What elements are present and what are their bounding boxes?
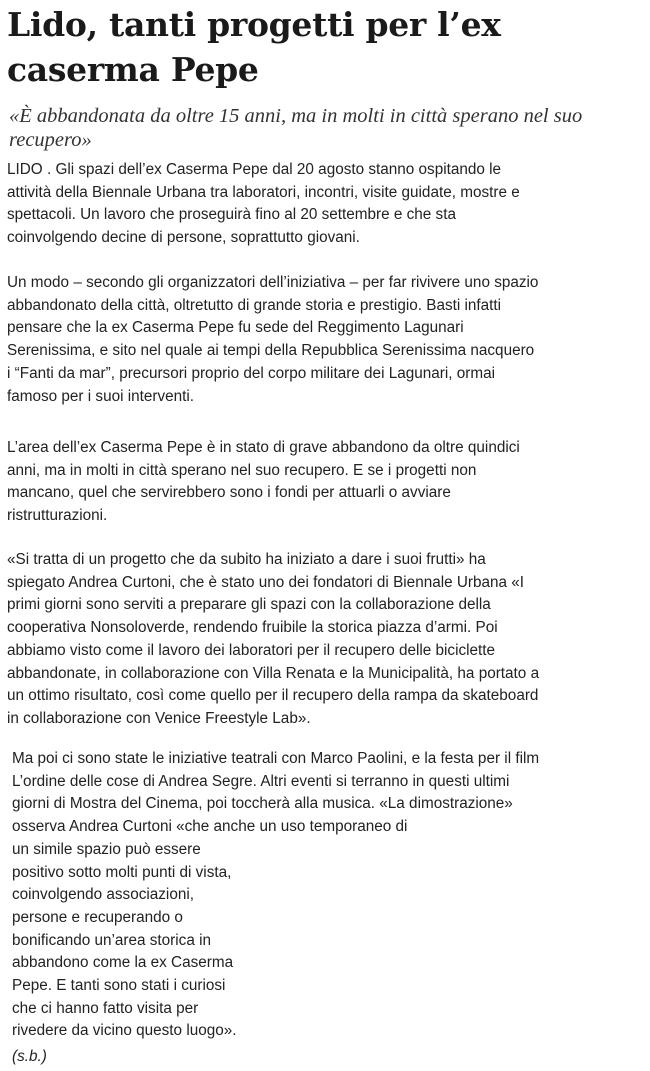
author-signature: (s.b.) — [12, 1048, 47, 1065]
text-line: pensare che la ex Caserma Pepe fu sede del Reggimento Lagunari — [7, 319, 464, 337]
text-line: Pepe. E tanti sono stati i curiosi — [12, 977, 226, 995]
text-line: i “Fanti da mar”, precursori proprio del corpo militare dei Lagunari, ormai — [7, 364, 495, 382]
text-line: coinvolgendo decine di persone, soprattutto giovani. — [7, 229, 360, 247]
text-line: Serenissima, e sito nel quale ai tempi della Repubblica Serenissima nacquero — [7, 342, 535, 360]
text-line: bonificando un’area storica in — [12, 931, 211, 949]
text-line: osserva Andrea Curtoni «che anche un uso temporaneo di — [12, 818, 408, 836]
text-line: LIDO . Gli spazi dell’ex Caserma Pepe dal 20 agosto stanno ospitando le — [7, 161, 502, 178]
text-line: anni, ma in molti in città sperano nel suo recupero. E se i progetti non — [7, 461, 477, 479]
text-line: cooperativa Nonsoloverde, rendendo fruibile la storica piazza d’armi. Poi — [7, 619, 498, 637]
article-subtitle — [9, 104, 639, 152]
paragraph-intro — [7, 159, 639, 250]
text-line: Ma poi ci sono state le iniziative teatrali con Marco Paolini, e la festa per il film — [12, 750, 540, 767]
text-line: un ottimo risultato, così come quello per il recupero della rampa da skateboard — [7, 687, 539, 705]
text-line: che ci hanno fatto visita per — [12, 999, 199, 1017]
paragraph-quote — [7, 549, 639, 731]
text-line: abbandonato della città, oltretutto di grande storia e prestigio. Basti infatti — [7, 296, 502, 314]
text-line: positivo sotto molti punti di vista, — [12, 863, 232, 881]
text-line: «Si tratta di un progetto che da subito ha iniziato a dare i suoi frutti» ha — [7, 551, 486, 568]
title-line: Lido, tanti progetti per l’ex — [7, 5, 501, 44]
text-line: spettacoli. Un lavoro che proseguirà fino al 20 settembre e che sta — [7, 206, 456, 224]
text-line: L’area dell’ex Caserma Pepe è in stato di grave abbandono da oltre quindici — [7, 439, 520, 456]
subtitle-line: recupero» — [9, 129, 92, 151]
text-line: rivedere da vicino questo luogo». — [12, 1022, 237, 1040]
text-line: abbiamo visto come il lavoro dei laboratori per il recupero delle biciclette — [7, 641, 496, 659]
text-line: abbandono come la ex Caserma — [12, 954, 234, 972]
text-line: spiegato Andrea Curtoni, che è stato uno dei fondatori di Biennale Urbana «I — [7, 573, 525, 591]
text-line: persone e recuperando o — [12, 908, 183, 926]
text-line: primi giorni sono serviti a preparare gli spazi con la collaborazione della — [7, 596, 491, 614]
title-line: caserma Pepe — [7, 50, 259, 89]
text-line: Un modo – secondo gli organizzatori dell’iniziativa – per far rivivere uno spazio — [7, 274, 539, 291]
paragraph-history — [7, 272, 639, 408]
paragraph-abandonment — [7, 437, 639, 528]
text-line: giorni di Mostra del Cinema, poi toccherà alla musica. «La dimostrazione» — [12, 795, 513, 813]
text-line: famoso per i suoi interventi. — [7, 387, 195, 405]
text-line: ristrutturazioni. — [7, 507, 108, 525]
text-line: abbandonate, in collaborazione con Villa Renata e la Municipalità, ha portato a — [7, 664, 540, 682]
text-line: L’ordine delle cose di Andrea Segre. Altri eventi si terranno in questi ultimi — [12, 772, 510, 790]
article-title — [7, 2, 637, 92]
paragraph-events — [12, 748, 644, 1043]
text-line: mancano, quel che servirebbero sono i fondi per attuarli o avviare — [7, 484, 451, 502]
subtitle-line: «È abbandonata da oltre 15 anni, ma in molti in città sperano nel suo — [9, 105, 583, 127]
text-line: un simile spazio può essere — [12, 840, 201, 858]
text-line: in collaborazione con Venice Freestyle Lab». — [7, 709, 311, 727]
text-line: coinvolgendo associazioni, — [12, 886, 194, 904]
text-line: attività della Biennale Urbana tra laboratori, incontri, visite guidate, mostre e — [7, 183, 520, 201]
